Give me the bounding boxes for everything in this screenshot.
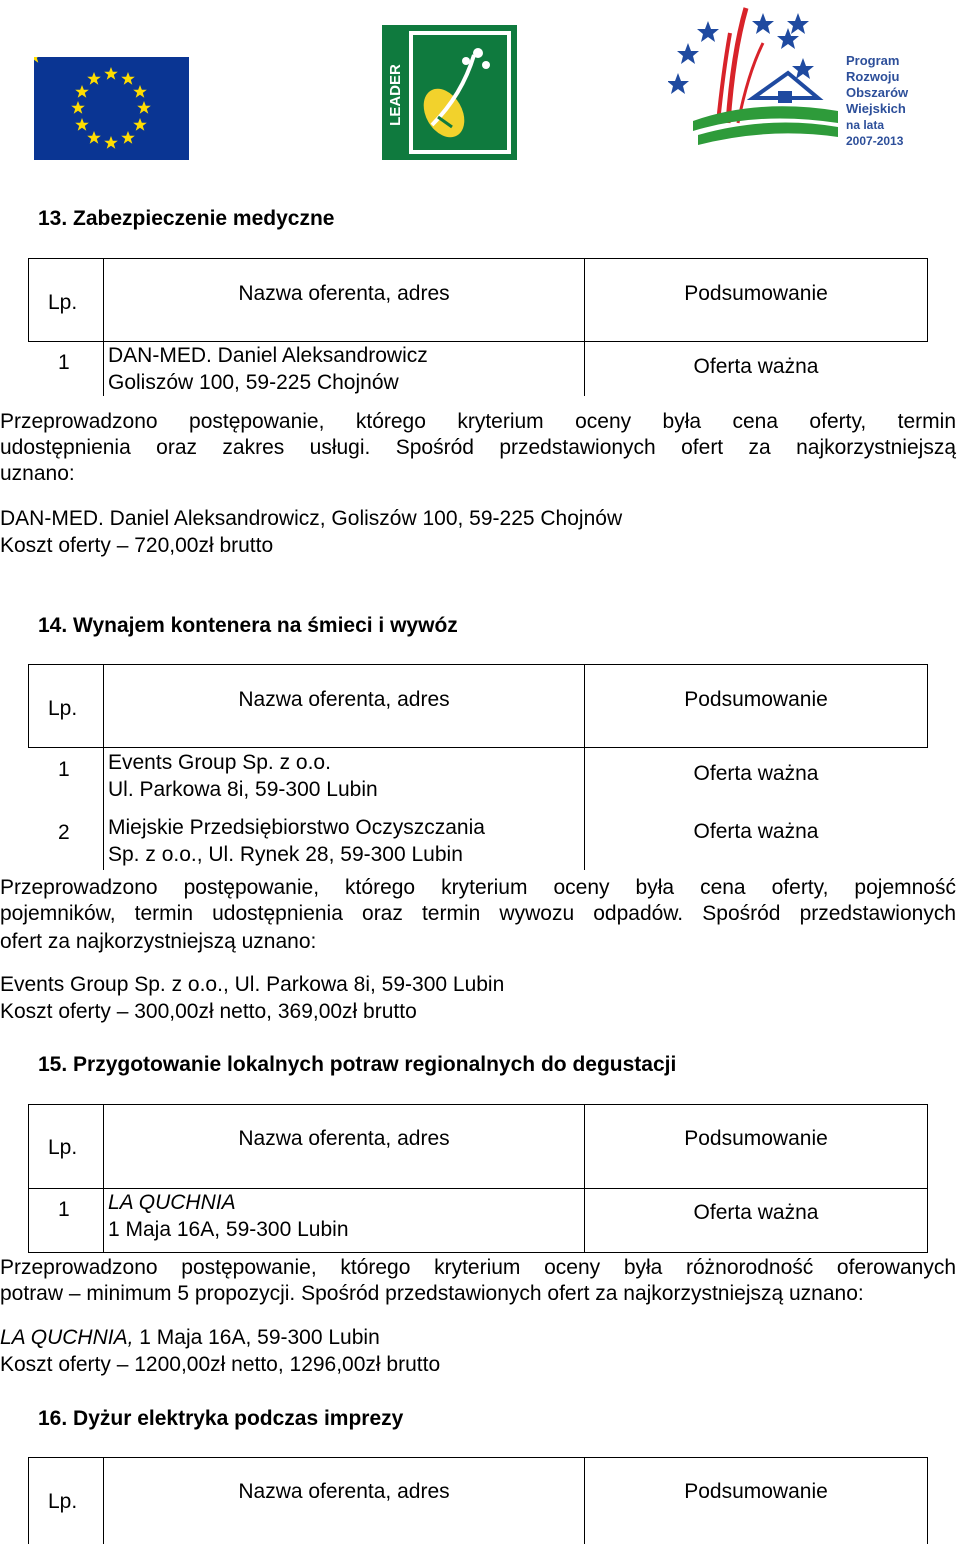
- row-2-status: Oferta ważna: [693, 820, 819, 843]
- prow-line-5: na lata 2007-2013: [846, 118, 904, 148]
- header-summary: Podsumowanie: [684, 1127, 828, 1150]
- section-14-cost: Koszt oferty – 300,00zł netto, 369,00zł brutto: [0, 1000, 417, 1023]
- prow-emblem: [668, 3, 848, 153]
- row-2-name-line1: Miejskie Przedsiębiorstwo Oczyszczania: [108, 816, 485, 839]
- section-15-table: [28, 1104, 928, 1253]
- row-1-name-line1: Events Group Sp. z o.o.: [108, 751, 331, 774]
- section-15-winner-address: 1 Maja 16A, 59-300 Lubin: [133, 1326, 380, 1349]
- row-name-line1: DAN-MED. Daniel Aleksandrowicz: [108, 344, 428, 367]
- section-14-para-line3: ofert za najkorzystniejszą uznano:: [0, 930, 317, 953]
- section-14-table: [28, 664, 928, 870]
- row-1-name-line2: Ul. Parkowa 8i, 59-300 Lubin: [108, 778, 378, 801]
- eu-flag-logo: [34, 57, 189, 160]
- section-13-table: [28, 258, 928, 396]
- row-1-status: Oferta ważna: [693, 762, 819, 785]
- header-summary: Podsumowanie: [684, 688, 828, 711]
- section-14-winner: Events Group Sp. z o.o., Ul. Parkowa 8i, 59-300 Lubin: [0, 973, 505, 996]
- row-name-line2: Goliszów 100, 59-225 Chojnów: [108, 371, 399, 394]
- row-2-lp: 2: [58, 821, 70, 844]
- section-13-winner: DAN-MED. Daniel Aleksandrowicz, Goliszów 100, 59-225 Chojnów: [0, 507, 623, 530]
- header-lp: Lp.: [48, 1136, 78, 1159]
- leader-logo: [382, 25, 517, 160]
- header-summary: Podsumowanie: [684, 282, 828, 305]
- header-summary: Podsumowanie: [684, 1480, 828, 1503]
- header-name: Nazwa oferenta, adres: [238, 1480, 450, 1503]
- row-name-line1: LA QUCHNIA: [108, 1191, 236, 1214]
- svg-text:LEADER: LEADER: [387, 64, 404, 126]
- section-13-para-line2: udostępnienia oraz zakres usługi. Spośród przedstawionych ofert za najkorzystniejszą: [0, 436, 956, 459]
- header-name: Nazwa oferenta, adres: [238, 688, 450, 711]
- prow-line-4: Wiejskich: [846, 101, 906, 116]
- section-15-para-line2: potraw – minimum 5 propozycji. Spośród przedstawionych ofert za najkorzystniejszą uznano:: [0, 1282, 864, 1305]
- section-15-winner: [0, 1324, 380, 1351]
- section-15-cost: Koszt oferty – 1200,00zł netto, 1296,00zł brutto: [0, 1353, 441, 1376]
- section-15-title: 15. Przygotowanie lokalnych potraw regionalnych do degustacji: [38, 1053, 677, 1076]
- row-name-line2: 1 Maja 16A, 59-300 Lubin: [108, 1218, 349, 1241]
- section-14-para-line1: Przeprowadzono postępowanie, którego kryterium oceny była cena oferty, pojemność: [0, 876, 956, 899]
- header-name: Nazwa oferenta, adres: [238, 282, 450, 305]
- section-16-table: [28, 1457, 928, 1544]
- section-15-winner-name: LA QUCHNIA,: [0, 1326, 134, 1349]
- section-15-para-line1: Przeprowadzono postępowanie, którego kryterium oceny była różnorodność oferowanych: [0, 1256, 956, 1279]
- prow-line-1: Program: [846, 53, 900, 68]
- row-lp: 1: [58, 1198, 70, 1221]
- row-status: Oferta ważna: [693, 355, 819, 378]
- section-13-para-line3: uznano:: [0, 462, 75, 485]
- section-13-cost: Koszt oferty – 720,00zł brutto: [0, 534, 274, 557]
- header-name: Nazwa oferenta, adres: [238, 1127, 450, 1150]
- section-13-title: 13. Zabezpieczenie medyczne: [38, 207, 335, 230]
- prow-logo: [668, 3, 913, 153]
- prow-line-3: Obszarów: [846, 85, 909, 100]
- section-16-title: 16. Dyżur elektryka podczas imprezy: [38, 1407, 404, 1430]
- prow-line-2: Rozwoju: [846, 69, 900, 84]
- header-lp: Lp.: [48, 697, 78, 720]
- prow-logo-text: [846, 53, 913, 149]
- row-2-name-line2: Sp. z o.o., Ul. Rynek 28, 59-300 Lubin: [108, 843, 463, 866]
- row-lp: 1: [58, 351, 70, 374]
- section-14-title: 14. Wynajem kontenera na śmieci i wywóz: [38, 614, 458, 637]
- header-lp: Lp.: [48, 1490, 78, 1513]
- header-lp: Lp.: [48, 291, 78, 314]
- section-13-para-line1: Przeprowadzono postępowanie, którego kryterium oceny była cena oferty, termin: [0, 410, 956, 433]
- row-1-lp: 1: [58, 758, 70, 781]
- row-status: Oferta ważna: [693, 1201, 819, 1224]
- section-14-para-line2: pojemników, termin udostępnienia oraz termin wywozu odpadów. Spośród przedstawionych: [0, 902, 956, 925]
